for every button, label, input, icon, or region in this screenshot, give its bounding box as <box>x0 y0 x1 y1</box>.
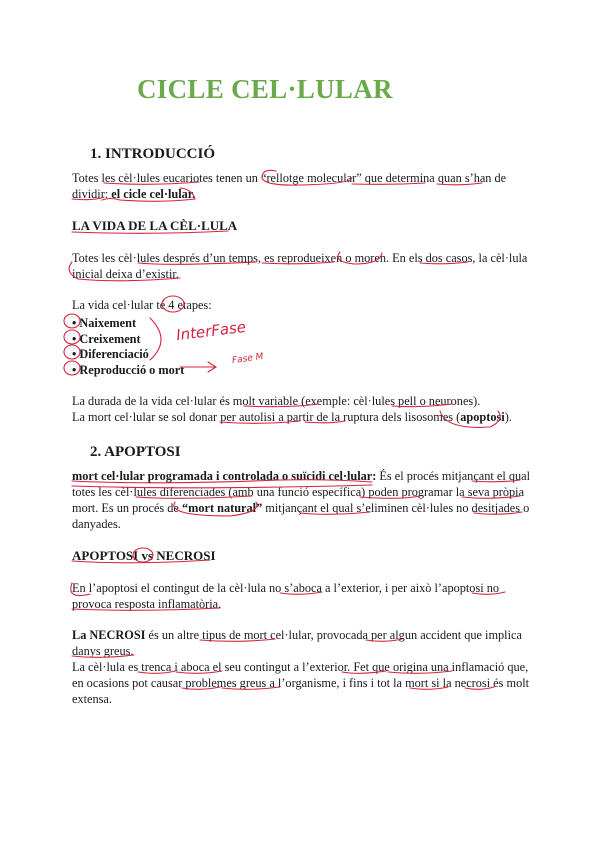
necrosi-line-5: La cèl·lula es trenca i aboca el seu contingut a l’exterior. Fet que origina una inflamació que, <box>72 660 529 674</box>
apoptosi-line-1: mort cel·lular programada i controlada o suïcidi cel·lular: És el procés mitjançant el qual <box>72 469 531 483</box>
vida-line-5: La mort cel·lular se sol donar per autolisi a partir de la ruptura dels lisosomes (apoptosi). <box>72 410 512 424</box>
heading-apoptosi-vs-necrosi: APOPTOSI vs NECROSI <box>72 548 216 563</box>
heading-vida-cellula: LA VIDA DE LA CÈL·LULA <box>72 218 238 233</box>
handwritten-interfase: InterFase <box>175 317 247 345</box>
apoptosi-line-4: danyades. <box>72 517 121 531</box>
vida-line-4: La durada de la vida cel·lular és molt variable (exemple: cèl·lules pell o neurones). <box>72 394 481 408</box>
handwritten-fase-m: Fase M <box>231 351 265 367</box>
intro-line-1: Totes les cèl·lules eucariotes tenen un “rellotge molecular” que determina quan s’han de <box>72 171 507 185</box>
brace-mark <box>150 318 161 360</box>
vida-line-3: La vida cel·lular té 4 etapes: <box>72 298 212 312</box>
necrosi-line-7: extensa. <box>72 692 112 706</box>
apoptosi-line-3: mort. Es un procés de “mort natural” mitjançant el qual s’eliminen cèl·lules no desitjades o <box>72 501 530 515</box>
etapa-item: • Reproducció o mort <box>72 363 185 377</box>
etapa-item: • Creixement <box>72 332 141 346</box>
apoptosi-line-2: totes les cèl·lules diferenciades (amb una funció específica) poden programar la seva pròpia <box>72 485 525 499</box>
etapa-item: • Naixement <box>72 316 137 330</box>
page-title: CICLE CEL·LULAR <box>137 74 393 104</box>
intro-line-2: dividir: el cicle cel·lular. <box>72 187 196 201</box>
vida-line-2: inicial deixa d’existir. <box>72 267 179 281</box>
arrow-mark <box>180 362 216 372</box>
vida-line-1: Totes les cèl·lules després d’un temps, es reprodueixen o moren. En els dos casos, la cèl·lula <box>72 251 528 265</box>
necrosi-line-6: en ocasions pot causar problemes greus a l’organisme, i fins i tot la mort si la necrosi és molt <box>72 676 530 690</box>
heading-introduccio: 1. INTRODUCCIÓ <box>90 146 216 162</box>
necrosi-line-3: La NECROSI és un altre tipus de mort cel·lular, provocada per algun accident que implica <box>72 628 522 642</box>
necrosi-line-4: danys greus. <box>72 644 134 658</box>
etapa-item: • Diferenciació <box>72 347 149 361</box>
necrosi-line-1: En l’apoptosi el contingut de la cèl·lula no s’aboca a l’exterior, i per això l’apoptosi no <box>72 581 500 595</box>
heading-apoptosi: 2. APOPTOSI <box>90 444 181 460</box>
necrosi-line-2: provoca resposta inflamatòria. <box>72 597 222 611</box>
